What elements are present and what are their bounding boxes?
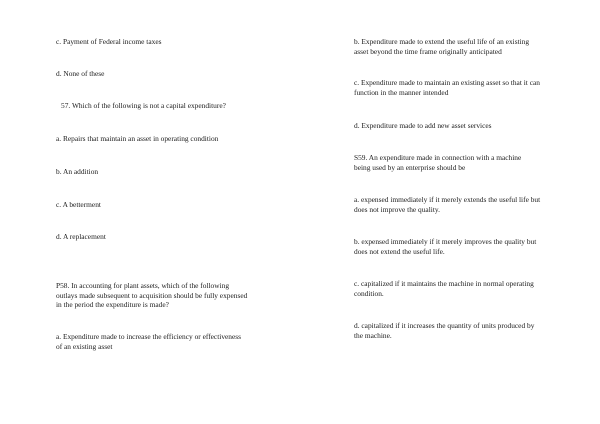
option-text: b. An addition — [56, 167, 99, 176]
option-text: d. None of these — [56, 69, 105, 78]
option-text-line: a. expensed immediately if it merely extends the useful life but — [354, 195, 541, 204]
question-text-line: in the period the expenditure is made? — [56, 300, 169, 310]
question-58 — [56, 281, 288, 310]
option-text-line: does not improve the quality. — [354, 204, 440, 214]
question-text-line: being used by an enterprise should be — [354, 162, 466, 172]
question-59-option-c — [354, 279, 570, 298]
question-text-line: outlays made subsequent to acquisition should be fully expensed — [56, 290, 248, 300]
question-57-option-b — [56, 167, 288, 177]
question-58-option-a — [56, 332, 288, 351]
option-text-line: the machine. — [354, 330, 392, 340]
question-58-option-b — [354, 37, 570, 56]
question-text: 57. Which of the following is not a capital expenditure? — [61, 101, 226, 110]
option-text-line: a. Expenditure made to increase the efficiency or effectiveness — [56, 332, 242, 341]
option-text-line: b. expensed immediately if it merely improves the quality but — [354, 237, 537, 246]
question-57-option-c — [56, 200, 288, 210]
option-d-previous — [56, 69, 288, 79]
option-text: c. A betterment — [56, 200, 101, 209]
option-text-line: asset beyond the time frame originally anticipated — [354, 46, 502, 56]
question-59-option-a — [354, 195, 570, 214]
question-59-option-d — [354, 321, 570, 340]
question-59-option-b — [354, 237, 570, 256]
option-text-line: c. Expenditure made to maintain an existing asset so that it can — [354, 78, 540, 87]
question-58-option-c — [354, 78, 570, 97]
option-text-line: d. capitalized if it increases the quantity of units produced by — [354, 321, 535, 330]
option-text: c. Payment of Federal income taxes — [56, 37, 162, 46]
option-text: a. Repairs that maintain an asset in operating condition — [56, 134, 219, 143]
option-text-line: condition. — [354, 288, 384, 298]
question-text-line: S59. An expenditure made in connection with a machine — [354, 153, 522, 162]
question-text-line: P58. In accounting for plant assets, which of the following — [56, 281, 230, 290]
question-59 — [354, 153, 570, 172]
question-57-option-d — [56, 232, 288, 242]
option-c-previous — [56, 37, 288, 47]
option-text: d. A replacement — [56, 232, 106, 241]
option-text-line: function in the manner intended — [354, 87, 449, 97]
question-58-option-d — [354, 121, 570, 131]
option-text: d. Expenditure made to add new asset services — [354, 121, 492, 130]
option-text-line: c. capitalized if it maintains the machine in normal operating — [354, 279, 534, 288]
question-57-option-a — [56, 134, 288, 144]
option-text-line: b. Expenditure made to extend the useful life of an existing — [354, 37, 530, 46]
option-text-line: does not extend the useful life. — [354, 246, 445, 256]
question-57 — [61, 101, 293, 111]
option-text-line: of an existing asset — [56, 341, 113, 351]
